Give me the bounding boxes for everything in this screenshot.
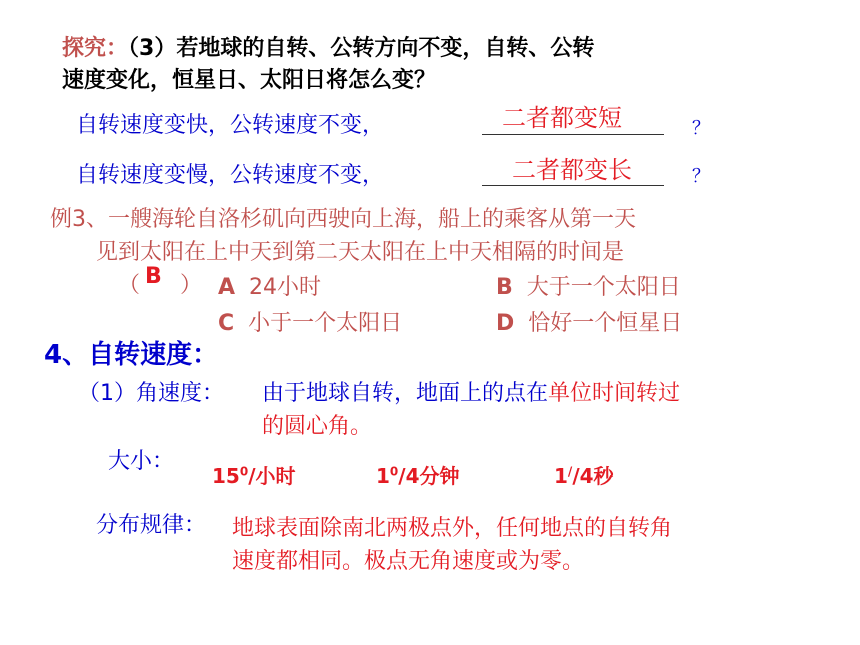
q2-text: 自转速度变慢，公转速度不变， [76,163,385,188]
size-4sec-num: 1 [554,464,568,488]
size-hour-sup: 0 [239,464,249,479]
option-b-letter: B [496,275,513,300]
distribution-line2: 速度都相同。极点无角速度或为零。 [232,549,585,574]
size-value-4sec [554,460,614,489]
angular-label: （1）角速度： [78,381,224,406]
section4-title: 4、自转速度： [44,340,219,370]
size-4min-unit: /4分钟 [398,464,460,488]
option-a-text: 24小时 [249,275,322,300]
distribution-label: 分布规律： [96,513,207,538]
size-4min-num: 1 [376,464,390,488]
option-c-letter: C [218,311,235,336]
distribution-line1: 地球表面除南北两极点外，任何地点的自转角 [232,516,673,541]
q1-answer: 二者都变短 [502,104,622,132]
q1-answer-line [482,134,664,135]
size-value-4min [376,460,460,489]
angular-definition-line2: 的圆心角。 [262,414,373,439]
size-hour-unit: /小时 [248,464,296,488]
example3-paren-close: ） [180,273,203,298]
option-c [218,306,402,337]
explore-label: 探究： [62,36,129,61]
q2-answer: 二者都变长 [512,156,632,184]
example3-line2: 见到太阳在上中天到第二天太阳在上中天相隔的时间是 [96,240,625,265]
option-a [218,270,321,301]
q2-qmark: ？ [692,166,710,187]
size-hour-num: 15 [212,464,240,488]
example3-line1: 例3、一艘海轮自洛杉矶向西驶向上海，船上的乘客从第一天 [50,207,636,232]
example3-answer: B [145,264,162,289]
size-4sec-sup: / [567,464,573,479]
angular-def-blue: 由于地球自转，地面上的点在 [262,381,549,406]
option-d-letter: D [496,311,515,336]
angular-definition-line1 [262,376,680,407]
explore-heading [62,34,594,64]
explore-line1: （3）若地球的自转、公转方向不变，自转、公转 [128,36,595,61]
q2-answer-line [482,185,664,186]
size-4min-sup: 0 [389,464,399,479]
option-d-text: 恰好一个恒星日 [528,311,683,336]
q1-qmark: ？ [692,118,710,139]
example3-paren-open: （ [118,273,141,298]
explore-line2: 速度变化，恒星日、太阳日将怎么变？ [62,68,437,93]
option-b-text: 大于一个太阳日 [526,275,681,300]
size-label: 大小： [108,449,175,474]
size-value-hour [212,460,296,489]
angular-def-red1: 单位时间转过 [548,381,681,406]
option-c-text: 小于一个太阳日 [248,311,403,336]
option-d [496,306,682,337]
option-b [496,270,681,301]
q1-text: 自转速度变快，公转速度不变， [76,113,385,138]
option-a-letter: A [218,275,236,300]
size-4sec-unit: /4秒 [572,464,614,488]
